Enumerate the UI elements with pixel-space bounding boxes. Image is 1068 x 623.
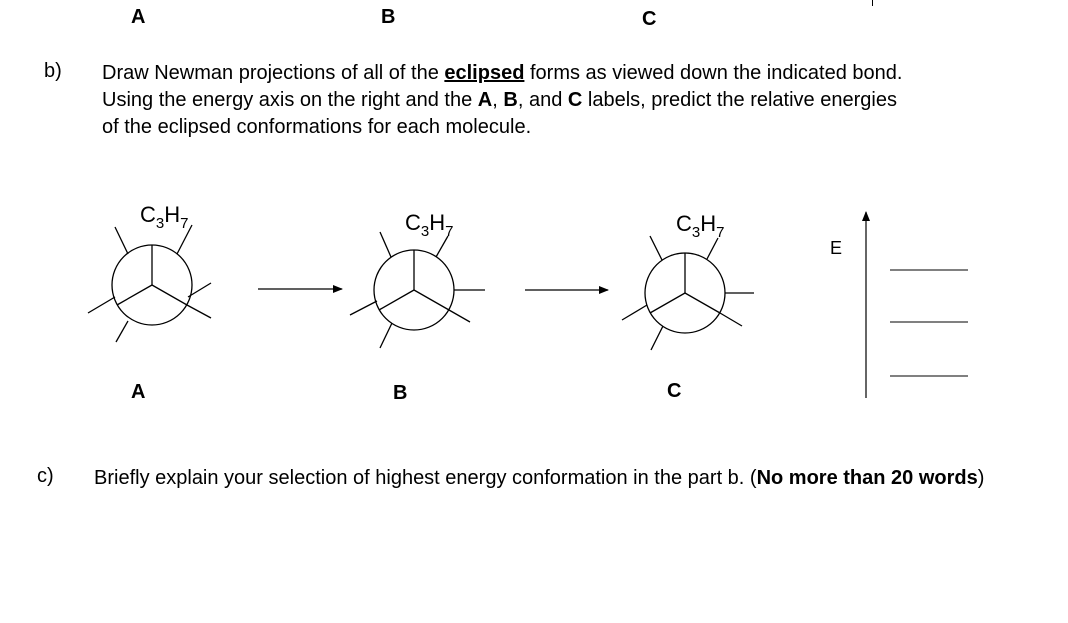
back-bond-a-bottom xyxy=(116,321,128,342)
part-b-line1-after: forms as viewed down the indicated bond. xyxy=(524,62,903,84)
c3h7-label-c: $C_3H_7$ xyxy=(676,211,725,241)
molecule-label-b: B xyxy=(393,382,408,404)
c3h7-label-b: $C_3H_7$ xyxy=(405,210,454,240)
header-label-c: C xyxy=(642,8,657,30)
front-bond-a-3 xyxy=(152,285,187,305)
part-c-question xyxy=(94,465,1034,492)
part-b-label-a: A xyxy=(477,89,493,111)
front-bond-c-lower-right xyxy=(720,313,742,326)
front-bond-a-lower-left xyxy=(88,297,115,313)
newman-projection-a xyxy=(88,225,211,342)
back-bond-c-bottom xyxy=(651,326,663,350)
part-b-label-b: B xyxy=(503,89,518,111)
front-bond-b-lower-left xyxy=(350,301,377,315)
front-bond-b-upper-left xyxy=(380,232,391,257)
front-bond-b-2 xyxy=(379,290,414,310)
part-b-eclipsed-emphasis: eclipsed xyxy=(444,62,525,84)
part-c-text-before: Briefly explain your selection of highest energy conformation in the part b. ( xyxy=(94,467,757,489)
part-b-line2-before: Using the energy axis on the right and the xyxy=(102,89,478,111)
part-b-line2-after: labels, predict the relative energies xyxy=(582,89,897,111)
molecule-label-a: A xyxy=(131,381,146,403)
front-bond-c-3 xyxy=(685,293,720,313)
front-bond-c-lower-left xyxy=(622,305,647,320)
molecule-label-c: C xyxy=(667,380,682,402)
newman-projection-b xyxy=(350,232,485,348)
part-c-word-limit: No more than 20 words xyxy=(756,467,978,489)
newman-projection-c xyxy=(622,236,754,350)
header-label-b: B xyxy=(381,6,396,28)
part-b-label-c: C xyxy=(567,89,583,111)
front-bond-b-lower-right xyxy=(449,310,470,322)
front-bond-a-lower-right xyxy=(187,305,211,318)
part-b-sep1: , xyxy=(492,89,504,111)
energy-axis-label: E xyxy=(830,238,843,258)
part-b-line1-before: Draw Newman projections of all of the xyxy=(102,62,445,84)
back-bond-b-bottom xyxy=(380,323,392,348)
part-b-line3: of the eclipsed conformations for each molecule. xyxy=(102,116,532,138)
part-b-number: b) xyxy=(44,60,62,82)
header-label-a: A xyxy=(131,6,146,28)
front-bond-a-2 xyxy=(117,285,152,305)
front-bond-a-upper-left xyxy=(115,227,128,254)
front-bond-c-upper-left xyxy=(650,236,662,260)
part-c-number: c) xyxy=(37,465,54,487)
part-b-sep2: , and xyxy=(517,89,568,111)
c3h7-label-a: $C_3H_7$ xyxy=(140,202,189,232)
front-bond-b-3 xyxy=(414,290,449,310)
back-bond-c-c3h7 xyxy=(707,238,718,259)
front-bond-c-2 xyxy=(650,293,685,313)
part-c-text-after: ) xyxy=(977,467,985,489)
